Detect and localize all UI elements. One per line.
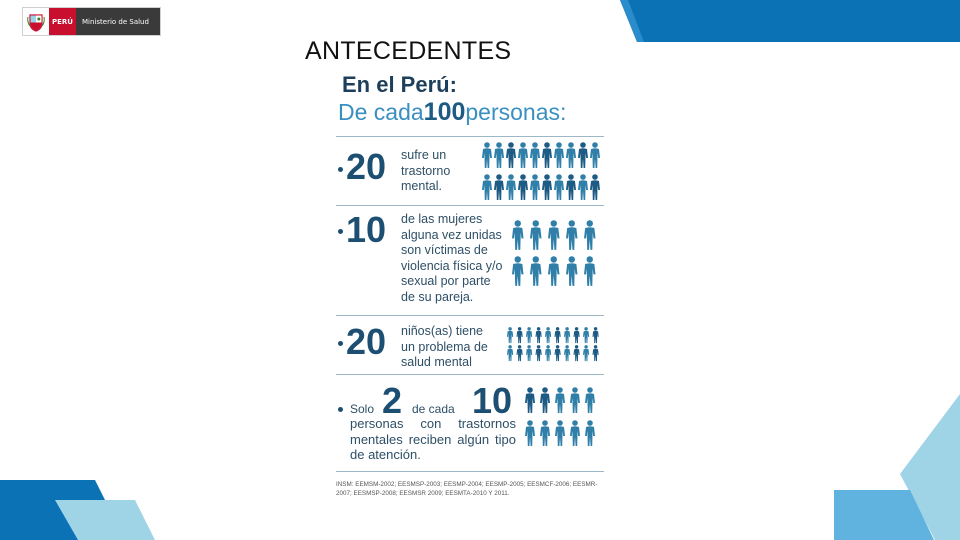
woman-figure-icon (584, 220, 596, 250)
divider-line (336, 315, 604, 316)
stat-3-description (401, 324, 488, 371)
child-figure-icon (593, 345, 599, 361)
adult-figure-icon (542, 142, 552, 168)
adult-figures-icon-group (478, 140, 602, 206)
person-figures-row-2 (525, 420, 595, 446)
child-figure-icon (574, 327, 580, 343)
adult-figure-icon (494, 174, 504, 200)
person-figure-icon (540, 420, 550, 446)
woman-figure-icon (512, 256, 524, 286)
stat-2-description (401, 212, 502, 305)
adult-figure-icon (506, 174, 516, 200)
child-figure-icon (517, 327, 523, 343)
bottom-right-decoration (830, 392, 960, 540)
infographic-heading: En el Perú: (342, 72, 457, 97)
child-figure-icon (536, 345, 542, 361)
person-figure-icon (540, 387, 550, 413)
adult-figure-icon (506, 142, 516, 168)
child-figure-icon (555, 327, 561, 343)
adult-figure-icon (530, 142, 540, 168)
adult-figure-icon (518, 174, 528, 200)
ministry-label: Ministerio de Salud (76, 8, 160, 35)
woman-figure-icon (548, 220, 560, 250)
child-figures-icon-group (506, 326, 602, 362)
solo-word: Solo (350, 402, 375, 416)
adult-figure-icon (590, 174, 600, 200)
child-figure-icon (593, 327, 599, 343)
person-figure-icon (570, 420, 580, 446)
woman-figure-icon (512, 220, 524, 250)
adult-figure-icon (530, 174, 540, 200)
child-figure-icon (507, 345, 513, 361)
infographic-subheading (338, 98, 566, 127)
child-figure-icon (545, 327, 551, 343)
bullet (338, 341, 343, 346)
child-figure-icon (583, 327, 589, 343)
solo-ten-number: 10 (472, 380, 513, 421)
solo-description: personas con trastornos mentales reciben algún tipo de atención. (350, 416, 516, 462)
adult-figure-icon (566, 174, 576, 200)
person-figures-row-1 (525, 387, 595, 413)
person-figure-icon (525, 387, 535, 413)
bullet (338, 167, 343, 172)
person-figure-icon (555, 387, 565, 413)
adult-figure-icon (578, 174, 588, 200)
bullet (338, 407, 343, 412)
person-figure-icon (585, 420, 595, 446)
child-figure-icon (583, 345, 589, 361)
stat-2-line: violencia física y/o (401, 258, 503, 273)
divider-line (336, 136, 604, 137)
stat-3-line: niños(as) tiene (401, 324, 483, 338)
person-figures-icon-group (524, 386, 602, 450)
stat-2-line: de su pareja. (401, 289, 474, 304)
child-figure-icon (555, 345, 561, 361)
subheading-prefix: De cada (338, 99, 424, 125)
ministry-logo (22, 7, 161, 36)
stat-2-line: de las mujeres (401, 212, 483, 226)
child-figures-row-1 (507, 327, 599, 343)
stat-3-number: 20 (346, 321, 387, 362)
adult-figure-icon (578, 142, 588, 168)
adult-figures-row-2 (482, 174, 600, 200)
solo-de-cada: de cada (412, 402, 455, 416)
source-footnote: INSM: EEMSM-2002; EESMSP-2003; EESMP-2004; EESMP-2005; EESMCF-2006; EESMR-2007; EESMSP-2008; EESMSR 2009; EESMTA-2010 Y 2011. (336, 481, 598, 497)
adult-figure-icon (554, 174, 564, 200)
divider-line (336, 471, 604, 472)
stat-2-line: sexual por parte (401, 274, 491, 288)
woman-figures-row-1 (512, 220, 596, 250)
child-figure-icon (517, 345, 523, 361)
bottom-left-decoration (0, 470, 160, 540)
person-figure-icon (585, 387, 595, 413)
solo-two-number: 2 (382, 380, 403, 421)
child-figure-icon (545, 345, 551, 361)
woman-figures-icon-group (510, 220, 602, 290)
person-figure-icon (555, 420, 565, 446)
top-right-banner-shape (620, 0, 960, 44)
woman-figure-icon (530, 256, 542, 286)
child-figure-icon (574, 345, 580, 361)
slide-title: ANTECEDENTES (305, 37, 512, 65)
coat-of-arms-icon (23, 8, 49, 35)
peru-label: PERÚ (49, 8, 76, 35)
adult-figures-row-1 (482, 142, 600, 168)
adult-figure-icon (482, 174, 492, 200)
stat-3-line: salud mental (401, 355, 472, 369)
stat-2-line: alguna vez unidas (401, 227, 502, 242)
adult-figure-icon (554, 142, 564, 168)
child-figure-icon (526, 345, 532, 361)
divider-line (336, 205, 604, 206)
person-figure-icon (570, 387, 580, 413)
infographic (330, 68, 610, 508)
stat-1-line: sufre un (401, 148, 447, 162)
stat-1-number: 20 (346, 146, 387, 187)
woman-figure-icon (548, 256, 560, 286)
subheading-number: 100 (423, 98, 466, 126)
child-figure-icon (526, 327, 532, 343)
subheading-suffix: personas: (465, 99, 567, 125)
child-figure-icon (507, 327, 513, 343)
stat-2-line: son víctimas de (401, 243, 488, 257)
child-figure-icon (536, 327, 542, 343)
stat-3-line: un problema de (401, 339, 488, 354)
adult-figure-icon (590, 142, 600, 168)
child-figure-icon (564, 345, 570, 361)
adult-figure-icon (494, 142, 504, 168)
woman-figures-row-2 (512, 256, 596, 286)
woman-figure-icon (566, 256, 578, 286)
bullet (338, 229, 343, 234)
child-figures-row-2 (507, 345, 599, 361)
adult-figure-icon (542, 174, 552, 200)
woman-figure-icon (566, 220, 578, 250)
stat-1-description (401, 148, 450, 195)
adult-figure-icon (482, 142, 492, 168)
woman-figure-icon (530, 220, 542, 250)
adult-figure-icon (518, 142, 528, 168)
woman-figure-icon (584, 256, 596, 286)
child-figure-icon (564, 327, 570, 343)
stat-1-line: trastorno (401, 163, 451, 178)
stat-1-line: mental. (401, 179, 442, 193)
stat-2-number: 10 (346, 209, 387, 250)
adult-figure-icon (566, 142, 576, 168)
divider-line (336, 374, 604, 375)
person-figure-icon (525, 420, 535, 446)
